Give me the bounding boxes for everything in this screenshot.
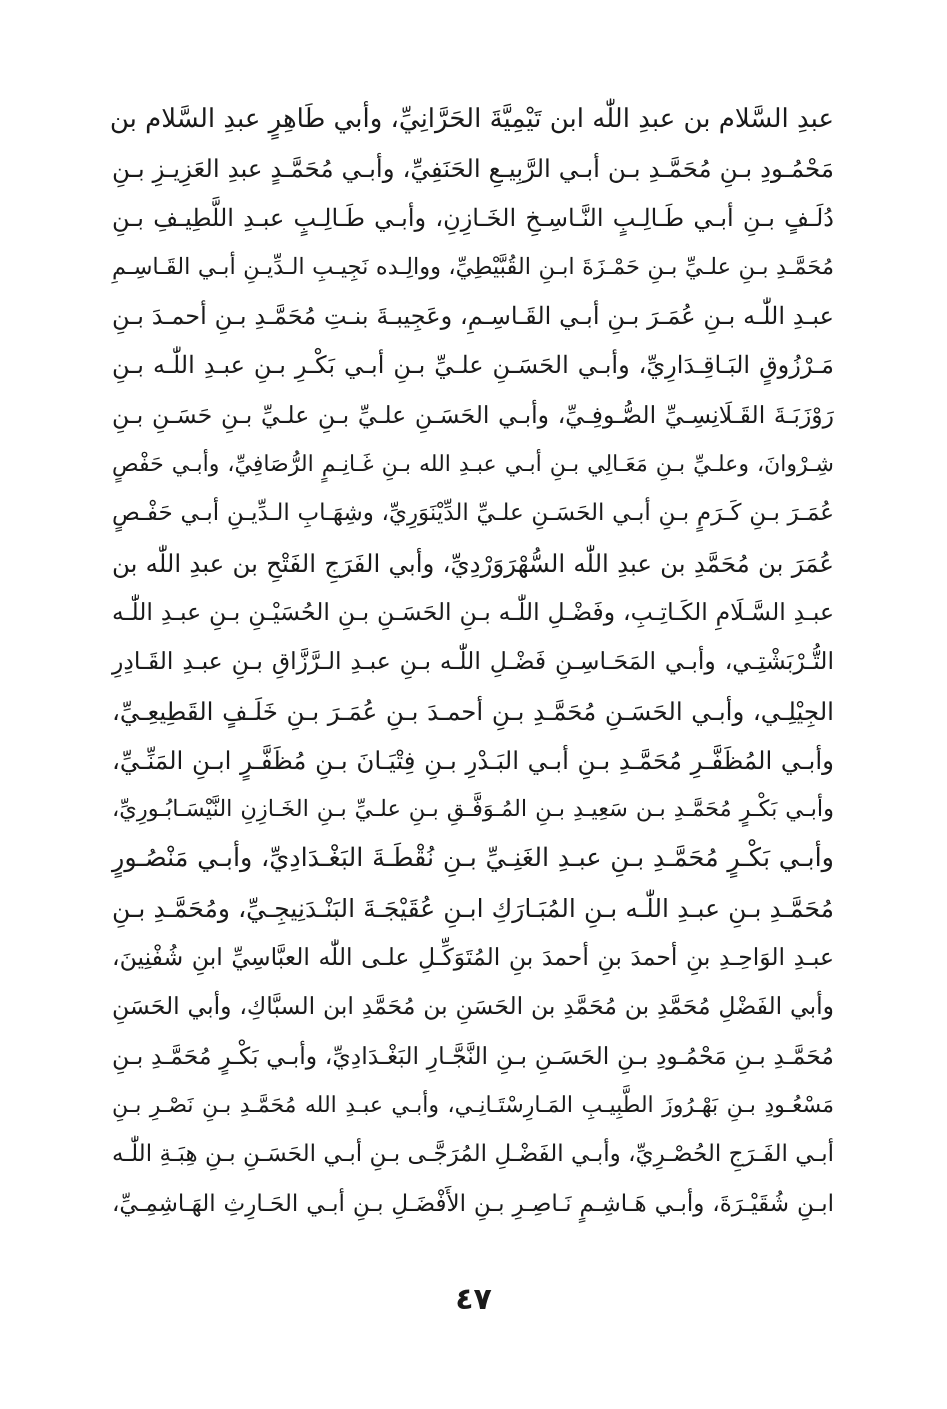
text-line-3: دُلَـفٍ بـنِ أبـي طَـالِـبٍ النَّـاسِـخِ الخَـازِنِ، وأبـي طَـالِـبٍ عبـدِ اللَّطِيـفِ بـنِ <box>112 203 834 232</box>
text-line-11: عبـدِ السَّـلَامِ الكَـاتِـبِ، وفَضْـلِ اللّٰـه بـنِ الحَسَـنِ بـنِ الحُسَيْـنِ بـنِ عبـدِ اللّٰـه <box>112 597 834 626</box>
text-line-7: رَوْزَبَـةَ القَـلَانِسِـيِّ الصُّـوفِـيِّ، وأبـي الحَسَـنِ علـيِّ بـنِ علـيِّ بـنِ حَسَـنِ بـنِ <box>112 400 834 429</box>
page-number: ٤٧ <box>455 1282 492 1317</box>
text-line-16: وأبـي بَكْـرٍ مُحَمَّـدِ بـنِ عبـدِ الغَنِـيِّ بـنِ نُقْطَـةَ البَغْـدَادِيِّ، وأبـي مَنْصُـورٍ <box>112 843 834 874</box>
text-line-21: مَسْعُـودِ بـنِ بَهْـرُوزَ الطَّبِيـبِ المَـارِسْتَـانِـي، وأبـي عبـدِ الله مُحَمَّـدِ بـنِ نَصْـرِ بـنِ <box>112 1092 834 1118</box>
text-line-12: التُّـرْبَشْتِـي، وأبـي المَحَـاسِـنِ فَضْـلِ اللّٰـه بـنِ عبـدِ الـرَّزَّاقِ بـنِ عبـدِ القَـادِرِ <box>112 647 834 676</box>
text-line-9: عُمَـرَ بـنِ كَـرَمٍ بـنِ أبـي الحَسَـنِ علـيِّ الدِّيْنَوَرِيِّ، وشِهَـابِ الـدِّيـنِ أبـي حَفْـصٍ <box>112 500 834 527</box>
text-line-1: عبدِ السَّلام بن عبدِ اللّٰه ابن تَيْمِيَّةَ الحَرَّانِيِّ، وأبي طَاهِرٍ عبدِ السَّلام بن <box>109 104 834 134</box>
text-line-10: عُمَرَ بن مُحَمَّدِ بن عبدِ اللّٰه السُّهْرَوَرْدِيِّ، وأبي الفَرَجِ الفَتْحِ بن عبدِ اللّٰه بن <box>112 548 834 578</box>
text-line-17: مُحَمَّـدِ بـنِ عبـدِ اللّٰـه بـنِ المُبَـارَكِ ابـنِ عُقَيْجَـةَ البَنْـدَنِيجِـيِّ، ومُحَمَّـدِ بـنِ <box>112 893 834 923</box>
text-line-20: مُحَمَّـدِ بـنِ مَحْمُـودِ بـنِ الحَسَـنِ بـنِ النَّجَّـارِ البَغْـدَادِيِّ، وأبـي بَكْـرٍ مُحَمَّـدِ بـنِ <box>112 1041 834 1070</box>
text-line-14: وأبـي المُظَفَّـرِ مُحَمَّـدِ بـنِ أبـي البَـدْرِ بـنِ فِتْيَـانَ بـنِ مُظَفَّـرٍ ابـنِ المَنِّـيِّ، <box>112 745 834 775</box>
text-line-6: مَـرْزُوقٍ البَـاقِـدَارِيِّ، وأبـي الحَسَـنِ علـيِّ بـنِ أبـي بَكْـرِ بـنِ عبـدِ اللّٰـه بـنِ <box>112 351 834 380</box>
text-line-22: أبـي الفَـرَجِ الحُصْـرِيِّ، وأبـي الفَضْـلِ المُرَجَّـى بـنِ أبـي الحَسَـنِ بـنِ هِبَـةِ اللّٰـه <box>112 1141 834 1168</box>
text-line-18: عبـدِ الوَاحِـدِ بنِ أحمدَ بنِ أحمدَ بنِ المُتَوَكِّـلِ علـى اللّٰه العبَّاسِيِّ ابنِ شُفْنِينَ، <box>112 943 834 972</box>
text-line-4: مُحَمَّـدِ بـنِ علـيِّ بـنِ حَمْـزَةَ ابـنِ القُبَّيْطِيِّ، ووالِـده نَجِيـبِ الـدِّيـنِ أبـي القَـاسِـمِ <box>112 253 834 280</box>
text-line-2: مَحْمُـودِ بـنِ مُحَمَّـدِ بـن أبـي الرَّبِيـعِ الحَنَفِيِّ، وأبـي مُحَمَّـدٍ عبدِ العَزِيـزِ بـنِ <box>112 154 834 184</box>
text-line-5: عبـدِ اللّٰـه بـنِ عُمَـرَ بـنِ أبـي القَـاسِـمِ، وعَجِيبـةَ بنـتِ مُحَمَّـدِ بـنِ أحمـدَ بـنِ <box>112 302 834 331</box>
body-text <box>109 95 834 1229</box>
text-line-19: وأبي الفَضْلِ مُحَمَّدِ بن مُحَمَّدِ بن الحَسَنِ بن مُحَمَّدِ ابن السبَّاكِ، وأبي الحَسَنِ <box>112 992 834 1021</box>
text-line-8: شِـرْوانَ، وعلـيِّ بـنِ مَعَـالِي بـنِ أبـي عبـدِ الله بـنِ غَـانِـمٍ الرُّصَافِيِّ، وأبـي حَفْصٍ <box>112 452 834 478</box>
text-line-13: الجِيْلِـي، وأبـي الحَسَـنِ مُحَمَّـدِ بـنِ أحمـدَ بـنِ عُمَـرَ بـنِ خَلَـفٍ القَطِيعِـيِّ، <box>112 696 834 726</box>
text-line-15: وأبـي بَكْـرٍ مُحَمَّـدِ بـن سَعِيـدِ بـنِ المُـوَفَّـقِ بـنِ علـيِّ بـنِ الخَـازِنِ النَّيْسَـابُـورِيِّ، <box>112 796 834 823</box>
text-line-23: ابـنِ شُقَيْـرَةَ، وأبـي هَـاشِـمٍ نَـاصِـرِ بـنِ الأَفْضَـلِ بـنِ أبـي الحَـارِثِ الهَـاشِمِـيِّ، <box>112 1190 834 1217</box>
